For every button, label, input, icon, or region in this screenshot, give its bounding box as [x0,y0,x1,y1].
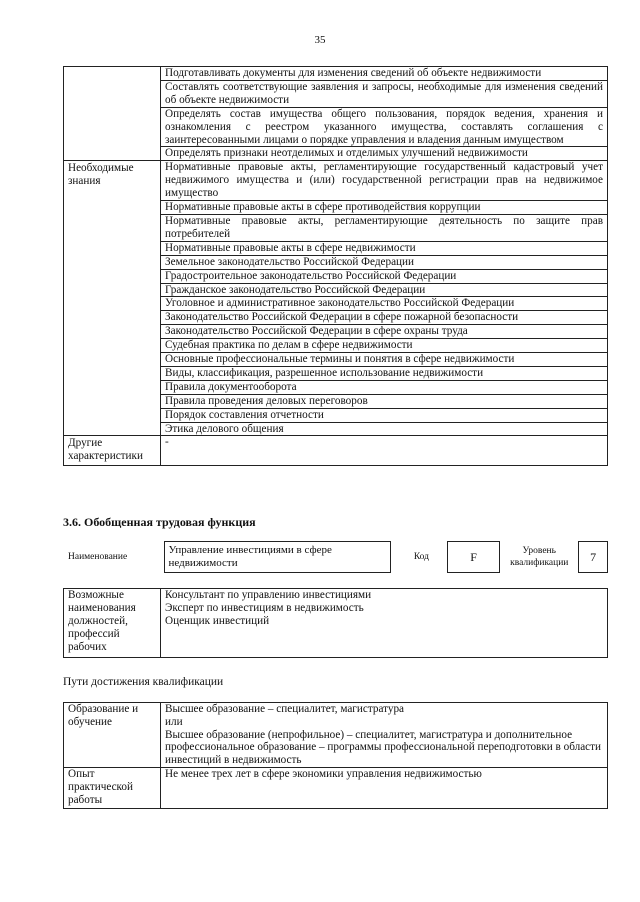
table-cell: Градостроительное законодательство Российской Федерации [161,269,608,283]
list-item: Эксперт по инвестициям в недвижимость [165,602,364,614]
level-value: 7 [579,542,608,573]
function-header-table [63,541,608,573]
name-label: Наименование [68,551,128,562]
positions-label: Возможные наименования должностей, профессий рабочих [64,589,161,658]
table-row [64,767,608,808]
skills-knowledge-table [63,66,608,466]
education-value [161,703,608,768]
table-row [64,436,608,466]
experience-value: Не менее трех лет в сфере экономики управления недвижимостью [161,767,608,808]
positions-list [161,589,608,658]
paths-title: Пути достижения квалификации [63,676,224,688]
table-cell: Земельное законодательство Российской Федерации [161,255,608,269]
code-label: Код [413,551,429,562]
table-cell: Законодательство Российской Федерации в сфере пожарной безопасности [161,311,608,325]
table-cell: Определять признаки неотделимых и отделимых улучшений недвижимости [161,147,608,161]
table-cell: Нормативные правовые акты в сфере противодействия коррупции [161,201,608,215]
other-characteristics-label: Другие характеристики [64,436,161,466]
table-cell: Правила документооборота [161,380,608,394]
table-cell: Нормативные правовые акты, регламентирующие деятельность по защите прав потребителей [161,214,608,241]
education-label: Образование и обучение [64,703,161,768]
table-row [64,67,608,81]
section-title: 3.6. Обобщенная трудовая функция [63,515,256,529]
education-line: Высшее образование (непрофильное) – специалитет, магистратура и дополнительное профессиональное образование – программы профессиональной переподготовки в области инвестиций в недвижимость [165,728,602,767]
table-cell: Составлять соответствующие заявления и запросы, необходимые для изменения сведений об объекте недвижимости [161,80,608,107]
table-row [63,542,608,573]
code-value: F [447,542,499,573]
table-cell: Гражданское законодательство Российской Федерации [161,283,608,297]
table-cell: Законодательство Российской Федерации в сфере охраны труда [161,325,608,339]
table-cell: Нормативные правовые акты в сфере недвижимости [161,241,608,255]
education-line: или [165,715,183,728]
table-cell: Нормативные правовые акты, регламентирующие государственный кадастровый учет недвижимого имущества и (или) государственной регистрации прав на недвижимое имущество [161,161,608,201]
page-number: 35 [314,34,326,46]
education-line: Высшее образование – специалитет, магистратура [165,703,405,715]
level-label: Уровень квалификации [510,546,569,568]
list-item: Оценщик инвестиций [165,615,270,627]
table-cell: Основные профессиональные термины и понятия в сфере недвижимости [161,353,608,367]
name-value: Управление инвестициями в сфере недвижимости [164,542,391,573]
table-cell: Правила проведения деловых переговоров [161,394,608,408]
list-item: Консультант по управлению инвестициями [165,589,372,601]
knowledge-label: Необходимые знания [64,161,161,436]
table-cell: Уголовное и административное законодательство Российской Федерации [161,297,608,311]
skills-label-cell [64,67,161,161]
table-cell: Порядок составления отчетности [161,408,608,422]
table-cell: Виды, классификация, разрешенное использование недвижимости [161,366,608,380]
table-cell: Судебная практика по делам в сфере недвижимости [161,339,608,353]
table-row [64,589,608,658]
positions-table [63,588,608,658]
table-cell: Подготавливать документы для изменения сведений об объекте недвижимости [161,67,608,81]
table-row [64,161,608,201]
table-cell: Определять состав имущества общего пользования, порядок ведения, хранения и ознакомления с реестром указанного имущества, составлять соглашения с заинтересованными лицами о порядке управления и владения данным имуществом [161,107,608,147]
table-row [64,703,608,768]
experience-label: Опыт практической работы [64,767,161,808]
other-characteristics-value: - [161,436,608,466]
table-cell: Этика делового общения [161,422,608,436]
qualification-paths-table [63,702,608,809]
